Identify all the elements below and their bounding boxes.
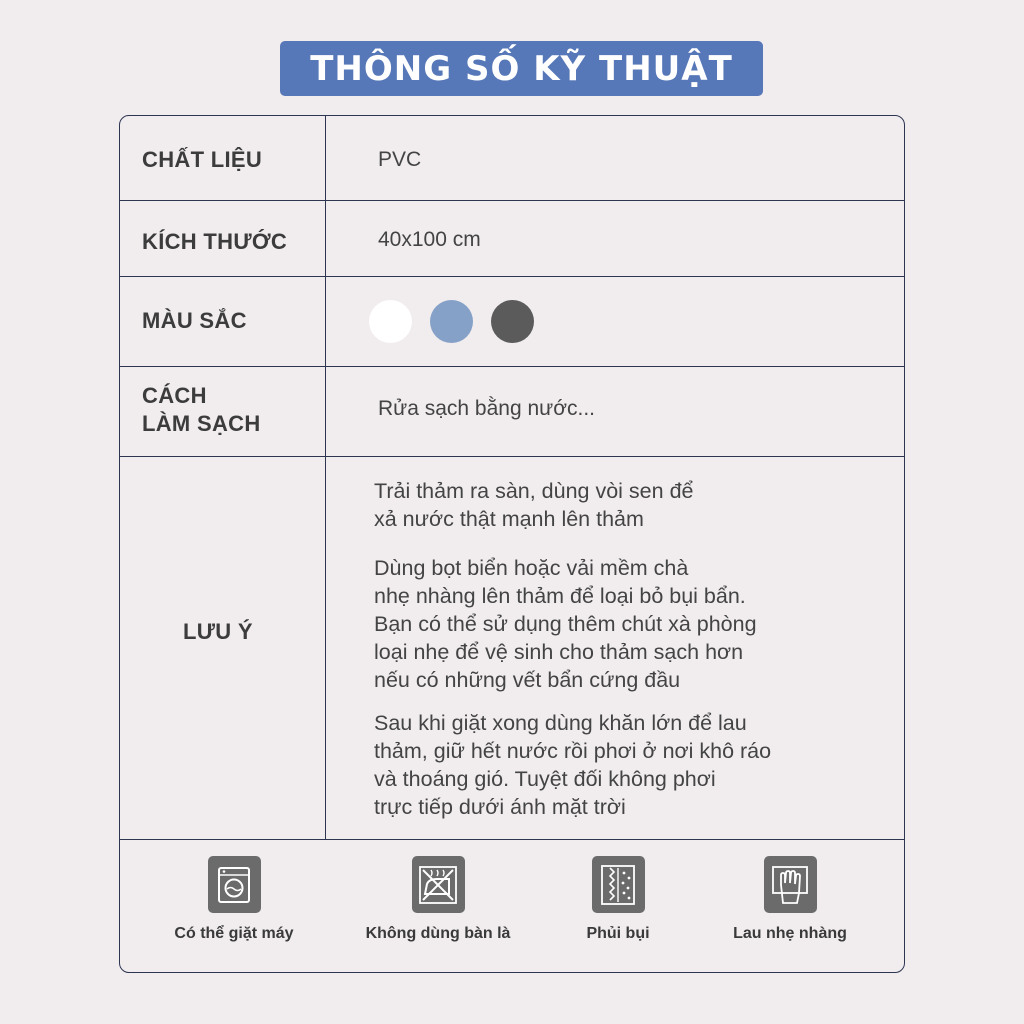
note-line: và thoáng gió. Tuyệt đối không phơi <box>374 767 716 791</box>
note-line: Sau khi giặt xong dùng khăn lớn để lau <box>374 711 747 735</box>
color-swatch-white[interactable] <box>369 300 412 343</box>
note-paragraph-1 <box>374 477 874 533</box>
row-divider <box>120 839 904 840</box>
size-label: KÍCH THƯỚC <box>142 229 288 254</box>
note-line: nhẹ nhàng lên thảm để loại bỏ bụi bẩn. <box>374 584 746 608</box>
page-title: THÔNG SỐ KỸ THUẬT <box>310 48 733 89</box>
dust-icon <box>592 856 645 913</box>
care-label: Lau nhẹ nhàng <box>733 925 847 942</box>
note-line: nếu có những vết bẩn cứng đầu <box>374 668 681 692</box>
washing-machine-icon <box>208 856 261 913</box>
care-label: Không dùng bàn là <box>365 925 511 942</box>
color-label: MÀU SẮC <box>142 308 247 333</box>
column-divider <box>325 116 326 839</box>
wipe-hand-icon <box>764 856 817 913</box>
note-line: Trải thảm ra sàn, dùng vòi sen để <box>374 479 694 503</box>
title-banner <box>280 41 763 96</box>
care-item-washing-machine <box>144 856 324 943</box>
care-label: Có thể giặt máy <box>174 925 294 942</box>
row-divider <box>120 276 904 277</box>
spec-table <box>119 115 905 973</box>
material-label: CHẤT LIỆU <box>142 147 263 172</box>
row-divider <box>120 200 904 201</box>
note-paragraph-2 <box>374 554 874 694</box>
note-label: LƯU Ý <box>183 619 253 644</box>
note-line: trực tiếp dưới ánh mặt trời <box>374 795 626 819</box>
care-item-dust <box>528 856 708 943</box>
note-line: thảm, giữ hết nước rồi phơi ở nơi khô ráo <box>374 739 772 763</box>
care-item-wipe <box>700 856 880 943</box>
material-value: PVC <box>378 148 422 171</box>
color-swatch-gray[interactable] <box>491 300 534 343</box>
color-swatch-blue[interactable] <box>430 300 473 343</box>
note-line: xả nước thật mạnh lên thảm <box>374 507 644 531</box>
cleaning-label-line1: CÁCH <box>142 383 207 408</box>
note-paragraph-3 <box>374 709 874 821</box>
care-item-no-iron <box>348 856 528 943</box>
cleaning-label-line2: LÀM SẠCH <box>142 411 261 436</box>
note-line: Dùng bọt biển hoặc vải mềm chà <box>374 556 689 580</box>
cleaning-value: Rửa sạch bằng nước... <box>378 397 595 420</box>
row-divider <box>120 456 904 457</box>
row-divider <box>120 366 904 367</box>
size-value: 40x100 cm <box>378 228 481 251</box>
care-label: Phủi bụi <box>586 925 650 942</box>
note-line: Bạn có thể sử dụng thêm chút xà phòng <box>374 612 757 636</box>
note-line: loại nhẹ để vệ sinh cho thảm sạch hơn <box>374 640 744 664</box>
no-iron-icon <box>412 856 465 913</box>
